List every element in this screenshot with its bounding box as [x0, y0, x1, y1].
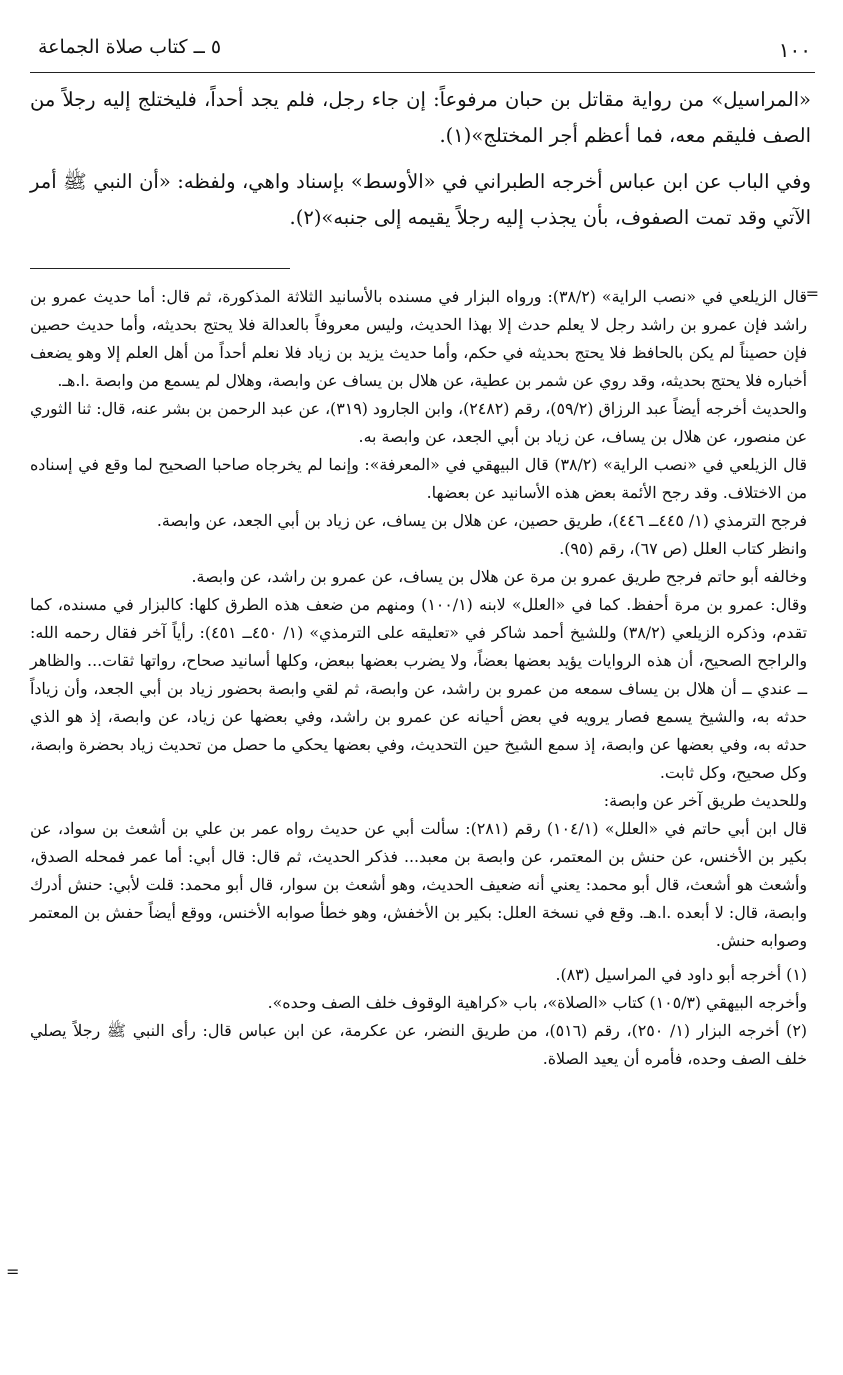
footnotes	[30, 283, 807, 1073]
page-number: ١٠٠	[778, 38, 811, 62]
footnote-1-continued: وأخرجه البيهقي (١٠٥/٣) كتاب «الصلاة»، باب «كراهية الوقوف خلف الصف وحده».	[267, 993, 807, 1012]
continuation-mark-top: =	[805, 284, 819, 303]
footnote-1: (١) أخرجه أبو داود في المراسيل (٨٣).	[555, 965, 807, 984]
footnote-paragraph: قال الزيلعي في «نصب الراية» (٣٨/٢): ورواه البزار في مسنده بالأسانيد الثلاثة المذكورة، ثم قال: أما حديث عمرو بن راشد فإن عمرو بن راشد رجل لا يعلم حدث إلا بهذا الحديث، وليس معروفاً بالعدالة فلا يحتج بحديثه، وأما حديث حصين فإن حصيناً لم يكن بالحافظ فلا يحتج بحديثه في حكم، وأما حديث يزيد بن زياد فلا نعلم أحداً من أهل العلم إلا وهو يضعف أخباره فلا يحتج بحديثه، وقد روي عن شمر بن عطية، عن هلال بن يساف عن وابصة، وهلال لم يسمع من وابصة .ا.هـ.	[30, 287, 807, 390]
chapter-title: ٥ ــ كتاب صلاة الجماعة	[38, 36, 222, 58]
main-paragraph-2: وفي الباب عن ابن عباس أخرجه الطبراني في «الأوسط» بإسناد واهي، ولفظه: «أن النبي ﷺ أمر الآتي وقد تمت الصفوف، بأن يجذب إليه رجلاً يقيمه إلى جنبه»(٢).	[30, 170, 811, 229]
footnote-paragraph: وخالفه أبو حاتم فرجح طريق عمرو بن مرة عن هلال بن يساف، عن عمرو بن راشد، عن وابصة.	[191, 567, 807, 586]
footnote-paragraph: وانظر كتاب العلل (ص ٦٧)، رقم (٩٥).	[559, 539, 807, 558]
footnote-paragraph: قال ابن أبي حاتم في «العلل» (١٠٤/١) رقم (٢٨١): سألت أبي عن حديث رواه عمر بن علي بن أشعث بن سواد، عن بكير بن الأخنس، عن حنش بن المعتمر، عن وابصة بن معبد... فذكر الحديث، ثم قال: قال أبي: أما عمر فمحله الصدق، وأشعث هو أشعث، قال أبو محمد: يعني أنه ضعيف الحديث، وهو أشعث بن سوار، قال أبو محمد: قلت لأبي: حنش أدرك وابصة، قال: لا أبعده .ا.هـ. وقع في نسخة العلل: بكير بن الأخفش، وهو خطأ صوابه الأخنس، ووقع أيضاً حفش بن المعتمر وصوابه حنش.	[30, 819, 807, 950]
footnote-paragraph: قال الزيلعي في «نصب الراية» (٣٨/٢) قال البيهقي في «المعرفة»: وإنما لم يخرجاه صاحبا الصحيح لما وقع في إسناده من الاختلاف. وقد رجح الأئمة بعض هذه الأسانيد عن بعضها.	[30, 455, 807, 502]
footnote-paragraph: والحديث أخرجه أيضاً عبد الرزاق (٥٩/٢)، رقم (٢٤٨٢)، وابن الجارود (٣١٩)، عن عبد الرحمن بن بشر عنه، قال: ثنا الثوري عن منصور، عن هلال بن يساف، عن زياد بن أبي الجعد، عن وابصة به.	[30, 399, 807, 446]
footnote-separator	[30, 268, 290, 269]
footnote-paragraph: وللحديث طريق آخر عن وابصة:	[603, 791, 807, 810]
main-text	[30, 82, 811, 246]
footnote-paragraph: فرجح الترمذي (١/ ٤٤٥ــ ٤٤٦)، طريق حصين، عن هلال بن يساف، عن زياد بن أبي الجعد، عن وابصة.	[156, 511, 807, 530]
footnote-paragraph: وقال: عمرو بن مرة أحفظ. كما في «العلل» لابنه (١٠٠/١) ومنهم من ضعف هذه الطرق كلها: كالبزار في مسنده، كما تقدم، وذكره الزيلعي (٣٨/٢) وللشيخ أحمد شاكر في «تعليقه على الترمذي» (١/ ٤٥٠ــ ٤٥١): رأياً آخر فقال رحمه الله: والراجح الصحيح، أن هذه الروايات يؤيد بعضها بعضاً، ولا يضرب بعضها ببعض، وكلها أسانيد صحاح، رواتها ثقات... والظاهر ــ عندي ــ أن هلال بن يساف سمعه من عمرو بن راشد، عن وابصة، ثم لقي وابصة بحضور زياد بن أبي الجعد، وأن زياداً حدثه به، والشيخ يسمع فصار يرويه في بعض أحيانه عن عمرو بن راشد، وفي بعضها عن زياد، عن وابصة، إذ هو الذي حدثه به، وفي بعضها عن وابصة، إذ سمع الشيخ حين التحديث، وفي بعضها يحكي ما حصل من تحديث زياد بحضرة وابصة، وكل صحيح، وكل ثابت.	[30, 595, 807, 782]
page-header	[30, 28, 815, 73]
continuation-mark-bottom: =	[6, 1262, 20, 1281]
footnote-2: (٢) أخرجه البزار (١/ ٢٥٠)، رقم (٥١٦)، من طريق النضر، عن عكرمة، عن ابن عباس قال: رأى النبي ﷺ رجلاً يصلي خلف الصف وحده، فأمره أن يعيد الصلاة.	[30, 1021, 807, 1068]
main-paragraph-1: «المراسيل» من رواية مقاتل بن حبان مرفوعاً: إن جاء رجل، فلم يجد أحداً، فليختلج إليه رجلاً من الصف فليقم معه، فما أعظم أجر المختلج»(١).	[30, 88, 811, 147]
